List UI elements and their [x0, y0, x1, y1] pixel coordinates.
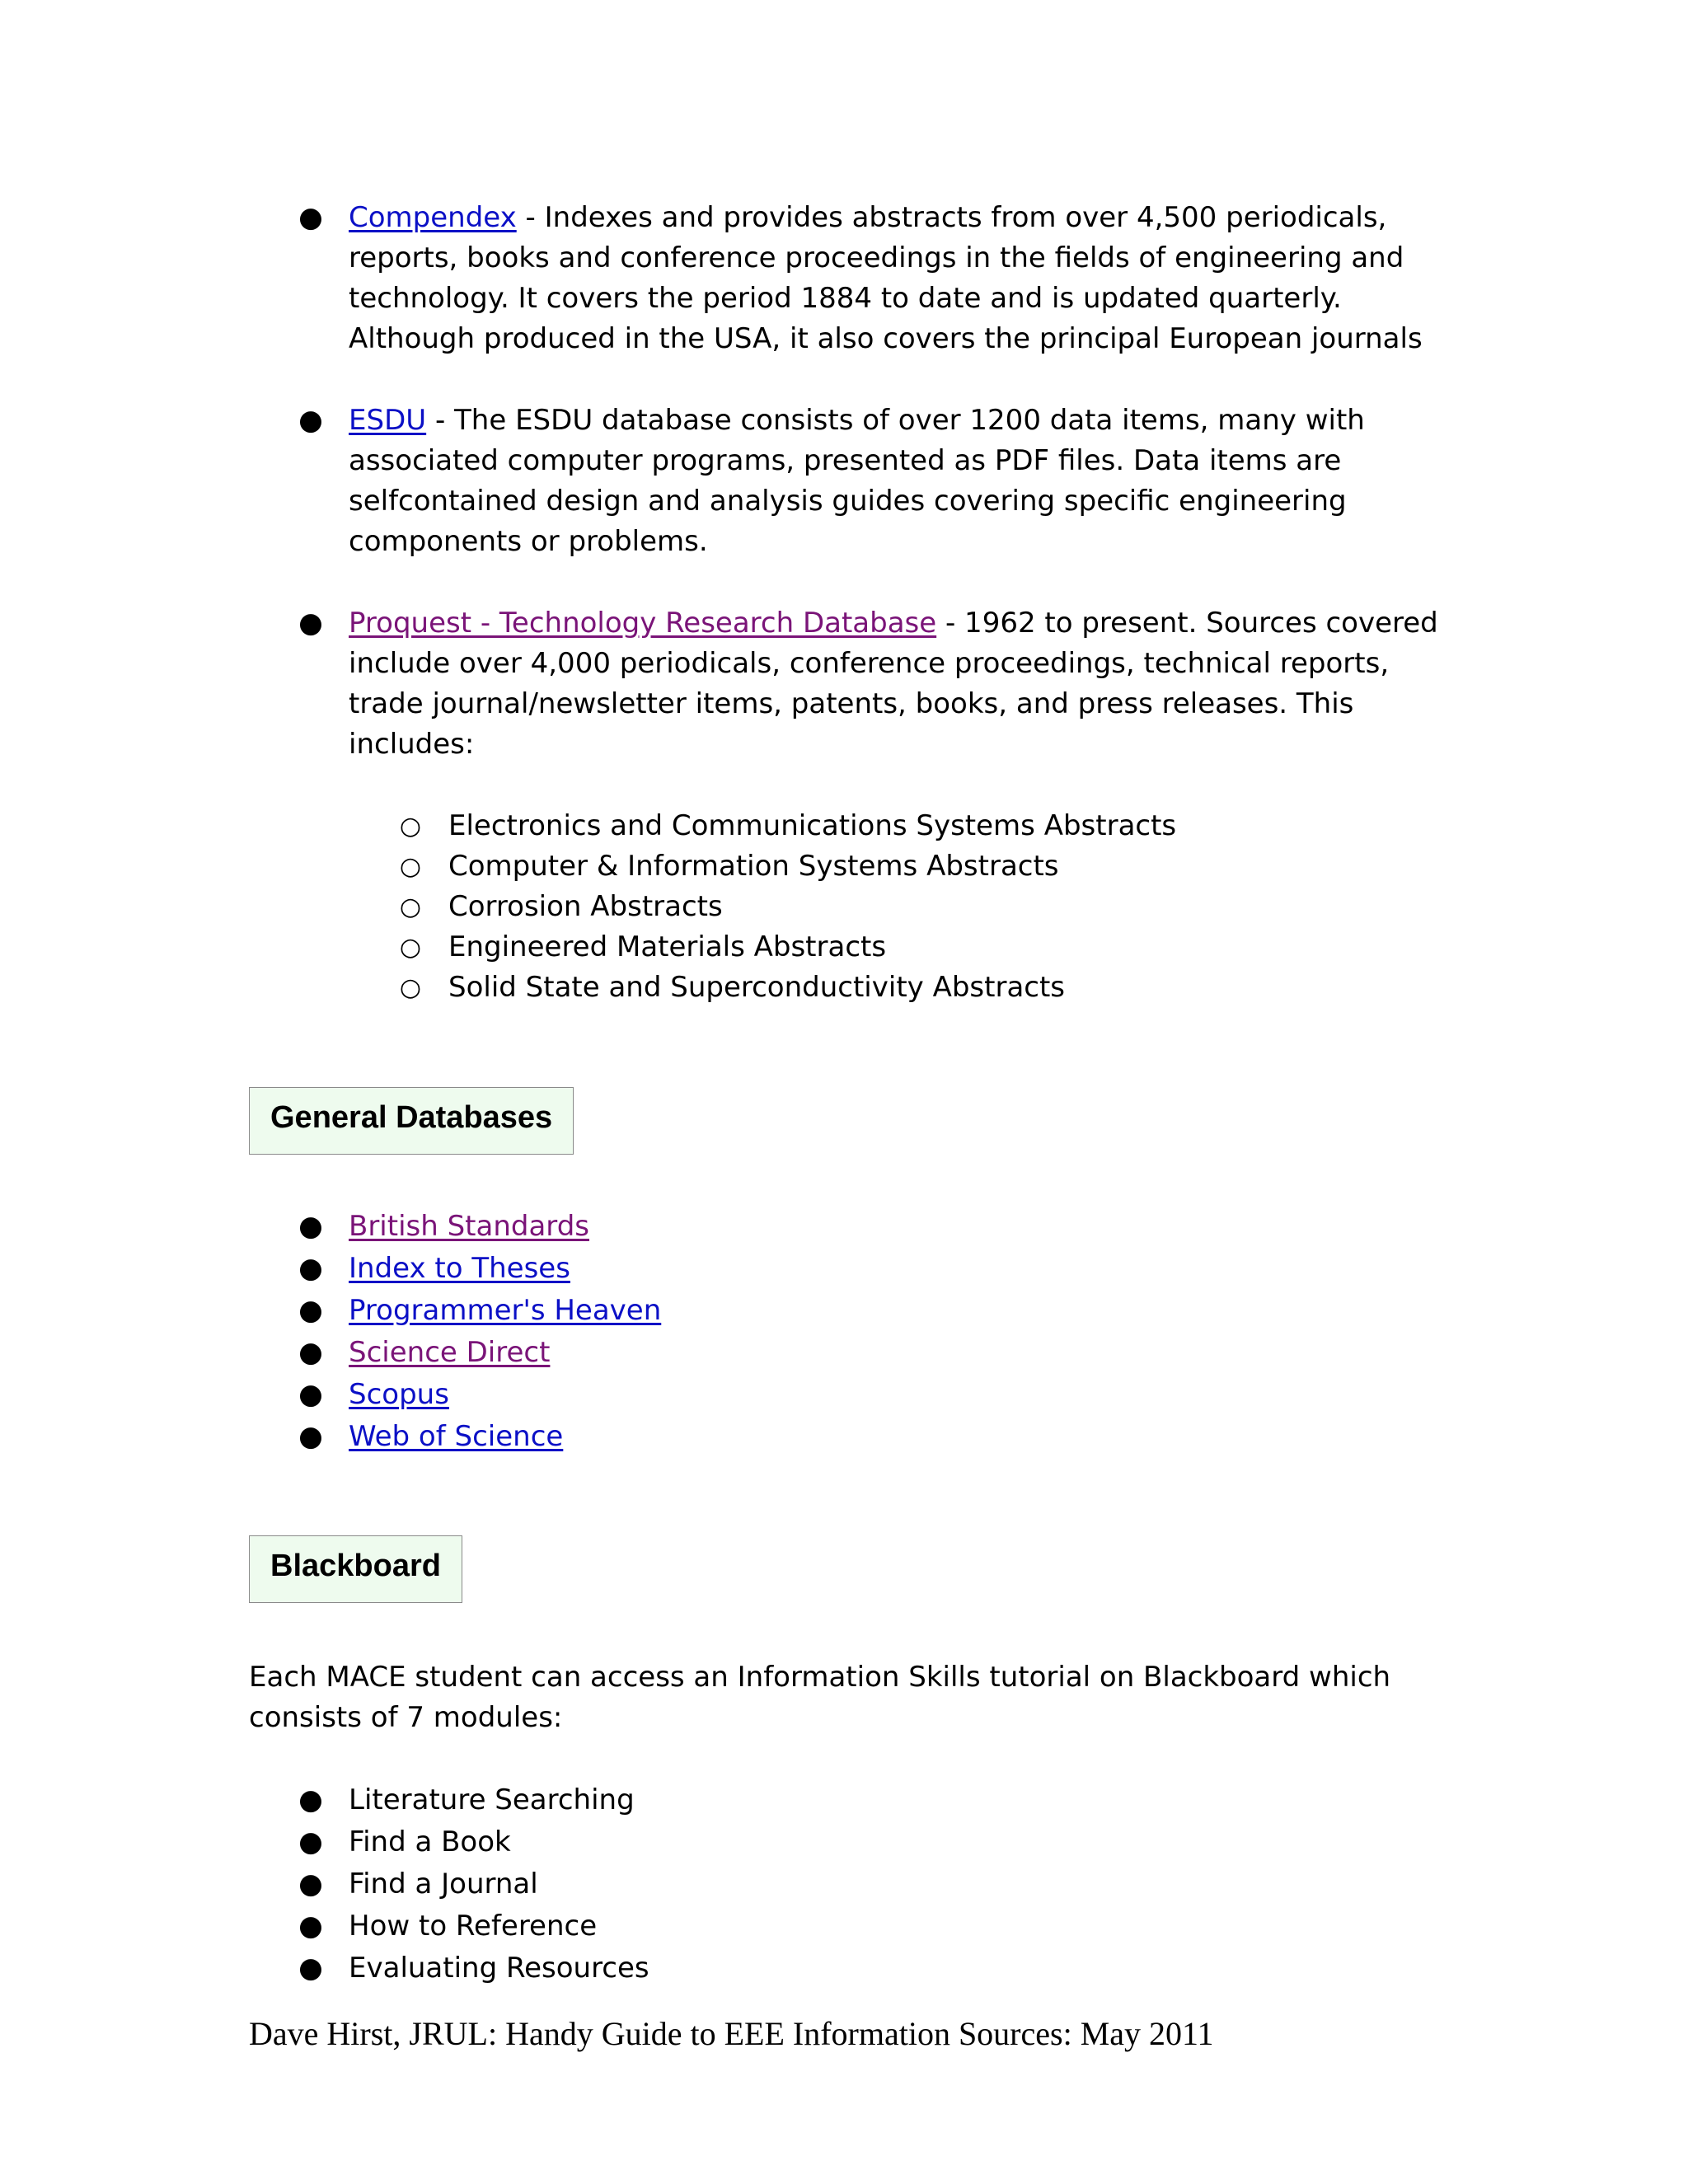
page-footer: Dave Hirst, JRUL: Handy Guide to EEE Information Sources: May 2011 — [249, 2015, 1214, 2052]
science-direct-link[interactable]: Science Direct — [349, 1336, 551, 1369]
circle-bullet-icon: ○ — [399, 933, 422, 962]
blackboard-intro: Each MACE student can access an Information Skills tutorial on Blackboard which consists of 7 modules: — [249, 1661, 1391, 1734]
list-item — [249, 1947, 1452, 1990]
list-item — [249, 1332, 1452, 1374]
bullet-icon: ● — [298, 201, 323, 234]
include-item-label: Solid State and Superconductivity Abstracts — [448, 971, 1066, 1004]
general-databases-heading: General Databases — [249, 1087, 574, 1155]
general-databases-list — [249, 1206, 1452, 1458]
include-item-label: Engineered Materials Abstracts — [448, 930, 887, 963]
include-item-label: Computer & Information Systems Abstracts — [448, 850, 1059, 883]
page-content — [249, 198, 1452, 2054]
list-item-compendex — [249, 198, 1452, 359]
bullet-icon: ● — [298, 404, 323, 437]
bullet-icon: ● — [298, 607, 323, 640]
module-label: Literature Searching — [349, 1783, 635, 1816]
bullet-icon: ● — [298, 1910, 323, 1943]
bullet-icon: ● — [298, 1210, 323, 1243]
proquest-includes-list — [349, 806, 1452, 1008]
esdu-link[interactable]: ESDU — [349, 404, 427, 437]
list-item — [249, 1290, 1452, 1332]
bullet-icon: ● — [298, 1420, 323, 1453]
list-item — [249, 1374, 1452, 1416]
bullet-icon: ● — [298, 1294, 323, 1327]
circle-bullet-icon: ○ — [399, 973, 422, 1002]
esdu-description: - The ESDU database consists of over 1200 data items, many with associated computer programs, presented as PDF files. Data items are selfcontained design and analysis guides covering specific engineering components or problems. — [349, 404, 1365, 558]
bullet-icon: ● — [298, 1952, 323, 1985]
include-item-label: Corrosion Abstracts — [448, 890, 723, 923]
list-item — [249, 1248, 1452, 1290]
bullet-icon: ● — [298, 1378, 323, 1411]
list-item-proquest — [249, 603, 1452, 1008]
list-item — [349, 887, 1452, 927]
web-of-science-link[interactable]: Web of Science — [349, 1420, 564, 1453]
british-standards-link[interactable]: British Standards — [349, 1210, 589, 1243]
scopus-link[interactable]: Scopus — [349, 1378, 449, 1411]
database-list — [249, 198, 1452, 1008]
bullet-icon: ● — [298, 1336, 323, 1369]
list-item — [249, 1863, 1452, 1905]
bullet-icon: ● — [298, 1825, 323, 1858]
blackboard-heading: Blackboard — [249, 1535, 462, 1603]
module-label: Find a Book — [349, 1825, 511, 1858]
list-item — [249, 1206, 1452, 1248]
programmers-heaven-link[interactable]: Programmer's Heaven — [349, 1294, 662, 1327]
list-item — [249, 1779, 1452, 1821]
bullet-icon: ● — [298, 1252, 323, 1285]
circle-bullet-icon: ○ — [399, 852, 422, 881]
list-item — [349, 927, 1452, 968]
proquest-link[interactable]: Proquest - Technology Research Database — [349, 607, 937, 640]
blackboard-modules-list — [249, 1779, 1452, 1990]
index-to-theses-link[interactable]: Index to Theses — [349, 1252, 570, 1285]
compendex-description: - Indexes and provides abstracts from over 4,500 periodicals, reports, books and conference proceedings in the fields of engineering and technology. It covers the period 1884 to date and is updated quarterly. Although produced in the USA, it also covers the principal European journals — [349, 201, 1423, 355]
list-item — [349, 806, 1452, 846]
list-item — [249, 1416, 1452, 1458]
list-item-esdu — [249, 401, 1452, 562]
bullet-icon: ● — [298, 1868, 323, 1900]
circle-bullet-icon: ○ — [399, 812, 422, 841]
module-label: Evaluating Resources — [349, 1952, 649, 1985]
list-item — [249, 1821, 1452, 1863]
module-label: How to Reference — [349, 1910, 598, 1943]
list-item — [349, 846, 1452, 887]
list-item — [249, 1905, 1452, 1947]
proquest-description: - 1962 to present. Sources covered include over 4,000 periodicals, conference proceedings, technical reports, trade journal/newsletter items, patents, books, and press releases. This includes: — [349, 607, 1438, 761]
bullet-icon: ● — [298, 1783, 323, 1816]
compendex-link[interactable]: Compendex — [349, 201, 517, 234]
module-label: Find a Journal — [349, 1868, 538, 1900]
list-item — [349, 968, 1452, 1008]
circle-bullet-icon: ○ — [399, 893, 422, 921]
include-item-label: Electronics and Communications Systems Abstracts — [448, 809, 1177, 842]
